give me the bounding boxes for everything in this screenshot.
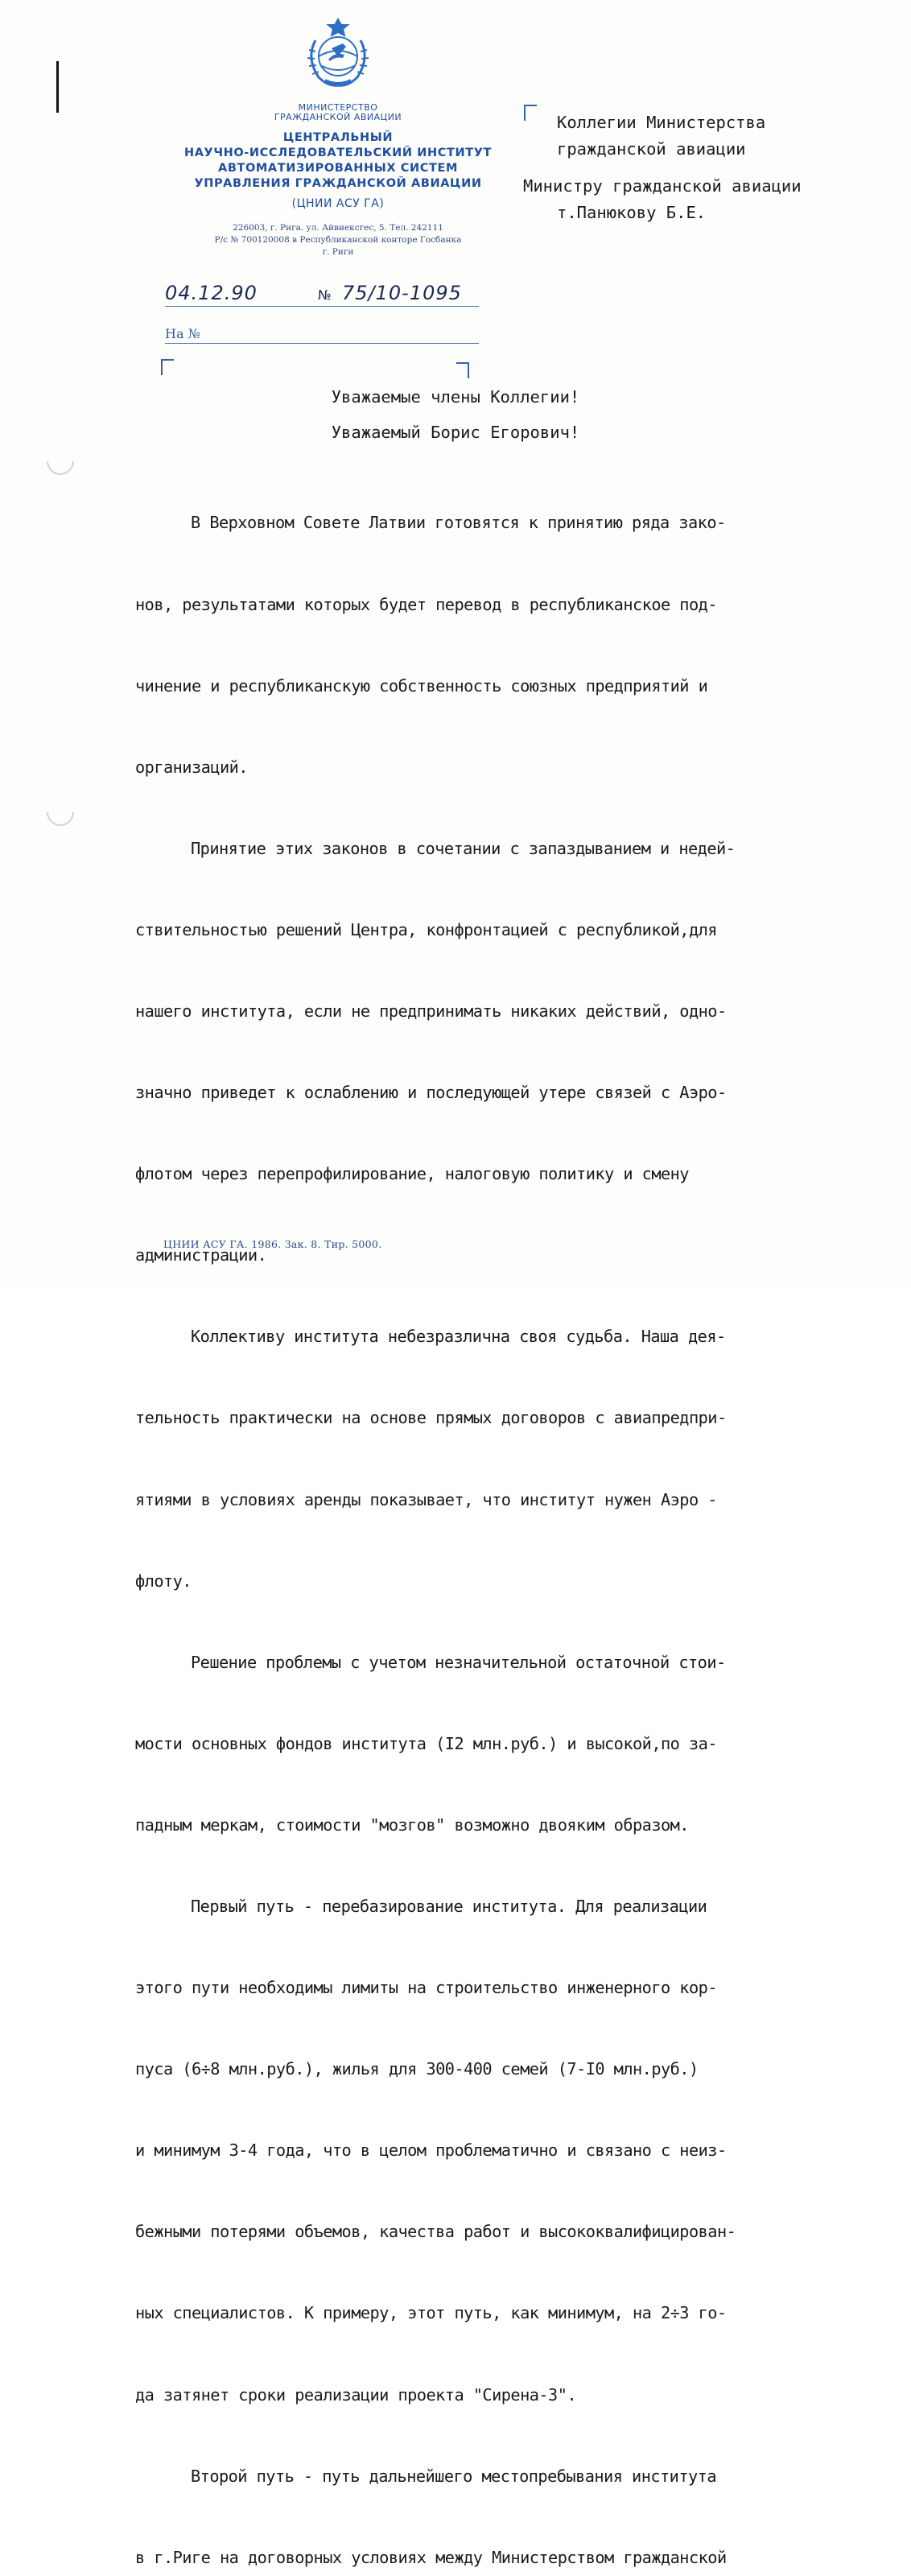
address-line: Р/с № 700120008 в Республиканской конторе Госбанка — [214, 235, 462, 245]
body-line: этого пути необходимы лимиты на строительство инженерного кор- — [135, 1978, 717, 1998]
body-line: флоту. — [135, 1571, 192, 1591]
body-line: В Верховном Совете Латвии готовятся к принятию ряда зако- — [191, 513, 726, 533]
body-line: Коллективу института небезразлична своя судьба. Наша дея- — [191, 1327, 726, 1347]
registration-line — [165, 282, 479, 307]
print-imprint: ЦНИИ АСУ ГА. 1986. Зак. 8. Тир. 5000. — [163, 1238, 382, 1250]
body-line: да затянет сроки реализации проекта "Сирена-3". — [135, 2384, 577, 2405]
body-line: ятиями в условиях аренды показывает, что институт нужен Аэро - — [135, 1489, 717, 1509]
body-line: Первый путь - перебазирование института. Для реализации — [191, 1897, 707, 1916]
body-line: Второй путь - путь дальнейшего местопребывания института — [191, 2466, 716, 2486]
body-line: Решение проблемы с учетом незначительной остаточной стои- — [191, 1652, 726, 1672]
body-line: ных специалистов. К примеру, этот путь, как минимум, на 2÷3 го- — [135, 2303, 727, 2323]
address-line: 226003, г. Рига. ул. Айвиексгес, 5. Тел. 242111 — [233, 223, 443, 233]
ministry-line: МИНИСТЕРСТВО — [298, 102, 378, 113]
body-line: организаций. — [135, 757, 248, 777]
field-corner-mark — [456, 362, 469, 378]
addressee-block — [523, 109, 877, 226]
punch-hole — [41, 442, 80, 481]
institute-address — [121, 222, 555, 258]
body-line: администрации. — [135, 1245, 267, 1265]
body-line: Принятие этих законов в сочетании с запаздыванием и недей- — [191, 838, 736, 858]
address-line: г. Риги — [322, 247, 354, 257]
institute-line: НАУЧНО-ИССЛЕДОВАТЕЛЬСКИЙ ИНСТИТУТ — [183, 147, 493, 159]
reply-reference-line — [165, 324, 479, 344]
body-line: тельность практически на основе прямых договоров с авиапредпри- — [135, 1408, 727, 1428]
letter-date: 04.12.90 — [165, 282, 258, 304]
body-line: ствительностью решений Центра, конфронтацией с республикой,для — [135, 919, 717, 939]
body-line: значно приведет к ослаблению и последующей утере связей с Аэро- — [135, 1083, 727, 1103]
body-line: пуса (6÷8 млн.руб.), жилья для 300-400 семей (7-I0 млн.руб.) — [135, 2059, 699, 2079]
body-line: флотом через перепрофилирование, налоговую политику и смену — [135, 1164, 689, 1184]
ussr-emblem-icon — [299, 16, 377, 90]
number-label: № — [318, 287, 332, 303]
institute-abbreviation: (ЦНИИ АСУ ГА) — [291, 197, 385, 210]
body-line: и минимум 3-4 года, что в целом проблематично и связано с неиз- — [135, 2140, 727, 2161]
letter-body — [135, 456, 851, 2576]
punch-hole — [41, 793, 80, 832]
ministry-line: ГРАЖДАНСКОЙ АВИАЦИИ — [274, 112, 402, 122]
reply-label: На № — [165, 326, 200, 341]
letter-number: 75/10-1095 — [342, 282, 462, 304]
addressee-line: т.Панюкову Б.Е. — [557, 203, 707, 222]
body-line: падным меркам, стоимости "мозгов" возможно двояким образом. — [135, 1814, 689, 1835]
institute-line: ЦЕНТРАЛЬНЫЙ — [282, 131, 394, 144]
body-line: чинение и республиканскую собственность союзных предприятий и — [135, 675, 708, 696]
addressee-line: гражданской авиации — [557, 139, 746, 159]
body-line: в г.Риге на договорных условиях между Министерством гражданской — [135, 2547, 727, 2567]
salutation-line: Уважаемый Борис Егорович! — [331, 423, 580, 442]
body-line: нашего института, если не предпринимать никаких действий, одно- — [135, 1001, 727, 1021]
addressee-line: Коллегии Министерства — [557, 113, 766, 132]
salutation-line: Уважаемые члены Коллегии! — [331, 387, 580, 407]
field-corner-mark — [161, 359, 174, 375]
margin-mark — [56, 61, 59, 113]
body-line: нов, результатами которых будет перевод в республиканское под- — [135, 594, 717, 614]
addressee-line: Министру гражданской авиации — [523, 176, 802, 196]
letterhead — [121, 103, 555, 258]
body-line: бежными потерями объемов, качества работ и высококвалифицирован- — [135, 2222, 736, 2242]
institute-line: АВТОМАТИЗИРОВАННЫХ СИСТЕМ — [218, 162, 458, 175]
body-line: мости основных фондов института (I2 млн.руб.) и высокой,по за- — [135, 1733, 717, 1753]
institute-line: УПРАВЛЕНИЯ ГРАЖДАНСКОЙ АВИАЦИИ — [194, 177, 482, 190]
